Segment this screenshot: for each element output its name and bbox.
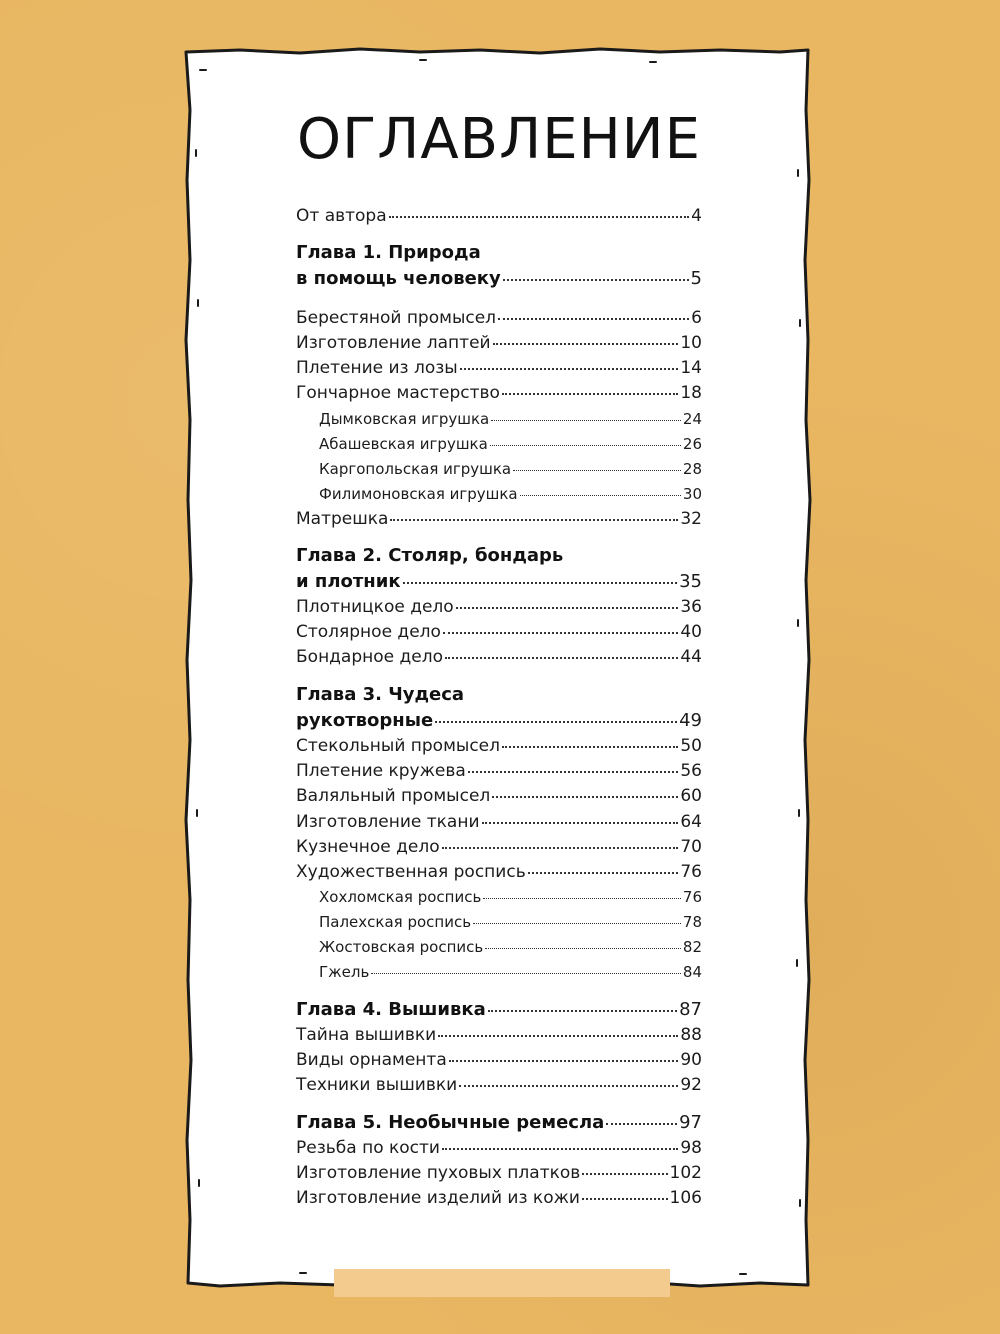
toc-subentry[interactable] [296, 432, 702, 457]
toc-entry-label: От автора [296, 206, 387, 226]
toc-entry[interactable] [296, 1023, 702, 1048]
toc-entry[interactable] [296, 1136, 702, 1161]
dot-leader [403, 582, 678, 584]
toc-subentry[interactable] [296, 960, 702, 985]
dot-leader [485, 948, 681, 949]
toc-entry-page: 24 [682, 410, 702, 428]
toc-entry[interactable] [296, 835, 702, 860]
dot-leader [606, 1123, 677, 1125]
toc-entry-label: Матрешка [296, 509, 389, 529]
dot-leader [490, 445, 681, 446]
dot-leader [582, 1173, 667, 1175]
table-of-contents [296, 0, 702, 1334]
dot-leader [488, 1010, 677, 1012]
dot-leader [482, 822, 679, 824]
toc-entry-label: Техники вышивки [296, 1075, 458, 1095]
toc-entry-page: 92 [680, 1075, 702, 1095]
toc-entry-page: 84 [682, 963, 702, 981]
toc-entry-page: 44 [680, 647, 702, 667]
toc-title: ОГЛАВЛЕНИЕ [297, 107, 701, 172]
toc-entry-label: Хохломская роспись [319, 888, 482, 906]
dot-leader [445, 657, 678, 659]
toc-entry-label: Плотницкое дело [296, 597, 454, 617]
toc-entry-label: Жостовская роспись [319, 938, 484, 956]
toc-entry-label: Гончарное мастерство [296, 383, 500, 403]
toc-entry-label: Палехская роспись [319, 913, 472, 931]
toc-entry-page: 106 [669, 1188, 702, 1208]
toc-entry-label: Кузнечное дело [296, 837, 440, 857]
toc-entry-intro[interactable] [296, 204, 702, 229]
dot-leader [459, 1085, 678, 1087]
chapter-2-subtitle: и плотник [296, 571, 401, 592]
toc-entry-page: 88 [680, 1025, 702, 1045]
toc-entry[interactable] [296, 784, 702, 809]
toc-entry-label: Плетение кружева [296, 761, 466, 781]
toc-entry[interactable] [296, 595, 702, 620]
toc-subentry[interactable] [296, 407, 702, 432]
toc-entry-page: 70 [680, 837, 702, 857]
dot-leader [390, 519, 678, 521]
toc-entry-label: Изготовление изделий из кожи [296, 1188, 580, 1208]
toc-entry-label: Изготовление пуховых платков [296, 1163, 581, 1183]
toc-entry-page: 78 [682, 913, 702, 931]
toc-entry[interactable] [296, 507, 702, 532]
toc-entry[interactable] [296, 645, 702, 670]
toc-entry-page: 14 [680, 358, 702, 378]
toc-entry-page: 36 [680, 597, 702, 617]
dot-leader [503, 279, 689, 281]
dot-leader [468, 771, 679, 773]
chapter-5-title: Глава 5. Необычные ремесла [296, 1112, 605, 1133]
toc-entry[interactable] [296, 810, 702, 835]
dot-leader [520, 495, 681, 496]
dot-leader [528, 872, 679, 874]
toc-entry-page: 90 [680, 1050, 702, 1070]
chapter-3-subtitle: рукотворные [296, 710, 434, 731]
toc-entry-page: 64 [680, 812, 702, 832]
toc-entry-page: 30 [682, 485, 702, 503]
toc-entry[interactable] [296, 1186, 702, 1211]
chapter-5-page: 97 [679, 1112, 702, 1133]
dot-leader [493, 343, 679, 345]
dot-leader [438, 1035, 678, 1037]
toc-entry-label: Столярное дело [296, 622, 441, 642]
toc-entry-page: 28 [682, 460, 702, 478]
dot-leader [456, 607, 679, 609]
toc-entry-page: 4 [691, 206, 702, 226]
toc-entry-label: Дымковская игрушка [319, 410, 490, 428]
dot-leader [483, 898, 681, 899]
toc-entry[interactable] [296, 620, 702, 645]
toc-entry-label: Плетение из лозы [296, 358, 458, 378]
chapter-3-title[interactable]: Глава 3. Чудеса [296, 684, 465, 705]
toc-entry-label: Каргопольская игрушка [319, 460, 512, 478]
toc-entry-label: Абашевская игрушка [319, 435, 488, 453]
toc-entry-label: Бондарное дело [296, 647, 443, 667]
chapter-1-title[interactable]: Глава 1. Природа [296, 242, 481, 263]
toc-entry-page: 60 [680, 786, 702, 806]
toc-entry-label: Валяльный промысел [296, 786, 491, 806]
dot-leader [492, 796, 678, 798]
toc-entry[interactable] [296, 734, 702, 759]
toc-subentry[interactable] [296, 885, 702, 910]
toc-entry[interactable] [296, 1048, 702, 1073]
dot-leader [443, 632, 678, 634]
toc-subentry[interactable] [296, 482, 702, 507]
toc-subentry[interactable] [296, 935, 702, 960]
toc-entry-page: 50 [680, 736, 702, 756]
toc-entry-page: 26 [682, 435, 702, 453]
toc-subentry[interactable] [296, 910, 702, 935]
chapter-1-page: 5 [690, 268, 702, 289]
dot-leader [449, 1060, 679, 1062]
chapter-4-title: Глава 4. Вышивка [296, 999, 486, 1020]
toc-entry-label: Гжель [319, 963, 370, 981]
chapter-3-page: 49 [679, 710, 702, 731]
chapter-2-page: 35 [679, 571, 702, 592]
toc-entry-page: 76 [680, 862, 702, 882]
dot-leader [371, 973, 681, 974]
toc-entry-page: 102 [669, 1163, 702, 1183]
toc-entry[interactable] [296, 331, 702, 356]
toc-entry-page: 18 [680, 383, 702, 403]
toc-entry-page: 10 [680, 333, 702, 353]
chapter-1-subtitle: в помощь человеку [296, 268, 501, 289]
dot-leader [491, 420, 681, 421]
dot-leader [442, 847, 679, 849]
chapter-4-page: 87 [679, 999, 702, 1020]
dot-leader [473, 923, 681, 924]
dot-leader [582, 1198, 668, 1200]
chapter-4-entry[interactable] [296, 997, 702, 1023]
toc-entry-page: 40 [680, 622, 702, 642]
toc-entry-page: 82 [682, 938, 702, 956]
toc-entry[interactable] [296, 381, 702, 406]
toc-entry-page: 32 [680, 509, 702, 529]
dot-leader [502, 393, 678, 395]
toc-entry[interactable] [296, 860, 702, 885]
chapter-5-entry[interactable] [296, 1110, 702, 1136]
toc-entry-page: 76 [682, 888, 702, 906]
toc-entry[interactable] [296, 356, 702, 381]
chapter-3-entry[interactable] [296, 708, 702, 734]
toc-entry-page: 98 [680, 1138, 702, 1158]
dot-leader [460, 368, 679, 370]
toc-entry-page: 6 [691, 308, 702, 328]
chapter-1-entry[interactable] [296, 266, 702, 292]
dot-leader [498, 318, 689, 320]
toc-entry-label: Резьба по кости [296, 1138, 440, 1158]
toc-entry-page: 56 [680, 761, 702, 781]
dot-leader [442, 1148, 678, 1150]
toc-entry[interactable] [296, 306, 702, 331]
toc-entry-label: Тайна вышивки [296, 1025, 437, 1045]
toc-entry-label: Филимоновская игрушка [319, 485, 518, 503]
chapter-2-title[interactable]: Глава 2. Столяр, бондарь [296, 545, 564, 566]
toc-entry-label: Художественная роспись [296, 862, 526, 882]
toc-entry-label: Изготовление ткани [296, 812, 480, 832]
toc-entry-label: Изготовление лаптей [296, 333, 491, 353]
toc-entry-label: Стекольный промысел [296, 736, 500, 756]
dot-leader [389, 216, 690, 218]
toc-subentry[interactable] [296, 457, 702, 482]
toc-entry[interactable] [296, 1161, 702, 1186]
toc-entry[interactable] [296, 759, 702, 784]
dot-leader [502, 746, 678, 748]
chapter-2-entry[interactable] [296, 569, 702, 595]
dot-leader [435, 721, 677, 723]
toc-entry-label: Виды орнамента [296, 1050, 447, 1070]
dot-leader [513, 470, 681, 471]
toc-entry[interactable] [296, 1073, 702, 1098]
toc-entry-label: Берестяной промысел [296, 308, 497, 328]
